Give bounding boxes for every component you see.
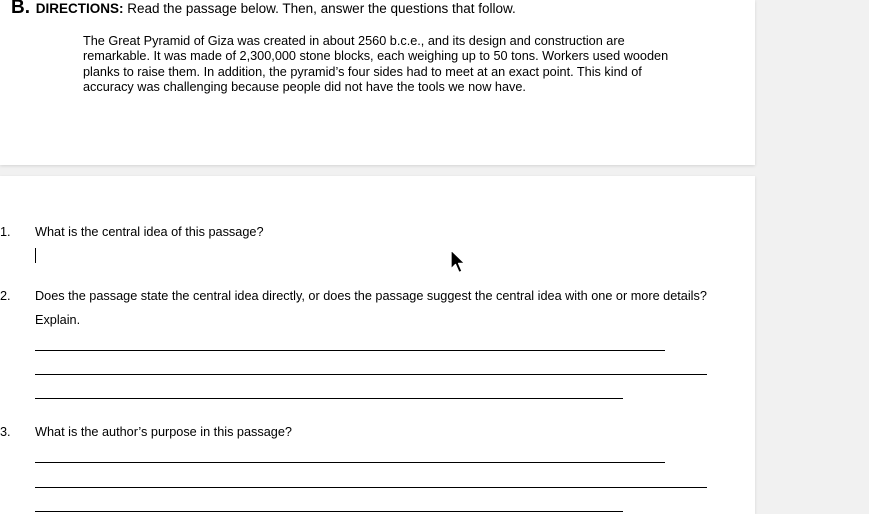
document-page-2[interactable]	[0, 176, 755, 514]
question-3-number: 3.	[0, 425, 11, 439]
section-heading	[11, 0, 516, 19]
document-page-1	[0, 0, 755, 165]
directions-text: Read the passage below. Then, answer the questions that follow.	[127, 1, 516, 16]
question-2-number: 2.	[0, 289, 11, 303]
answer-line[interactable]	[35, 398, 623, 399]
text-cursor	[35, 248, 36, 263]
reading-passage: The Great Pyramid of Giza was created in about 2560 b.c.e., and its design and construction are remarkable. It was made of 2,300,000 stone blocks, each weighing up to 50 tons. Workers used wooden planks to raise them. In addition, the pyramid’s four sides had to meet at an exact point. This kind of accuracy was challenging because people did not have the tools we now have.	[83, 34, 669, 94]
document-background	[755, 0, 869, 514]
question-2-text: Does the passage state the central idea directly, or does the passage suggest the central idea with one or more details? Explain.	[35, 289, 707, 327]
question-1-number: 1.	[0, 225, 11, 239]
answer-line[interactable]	[35, 350, 665, 351]
answer-line[interactable]	[35, 511, 623, 512]
question-1-text: What is the central idea of this passage?	[35, 225, 264, 239]
answer-line[interactable]	[35, 487, 707, 488]
section-letter: B.	[11, 0, 30, 18]
mouse-pointer-icon	[449, 249, 467, 275]
question-3-text: What is the author’s purpose in this passage?	[35, 425, 292, 439]
answer-line[interactable]	[35, 374, 707, 375]
directions-label: DIRECTIONS:	[35, 1, 124, 16]
answer-line[interactable]	[35, 462, 665, 463]
